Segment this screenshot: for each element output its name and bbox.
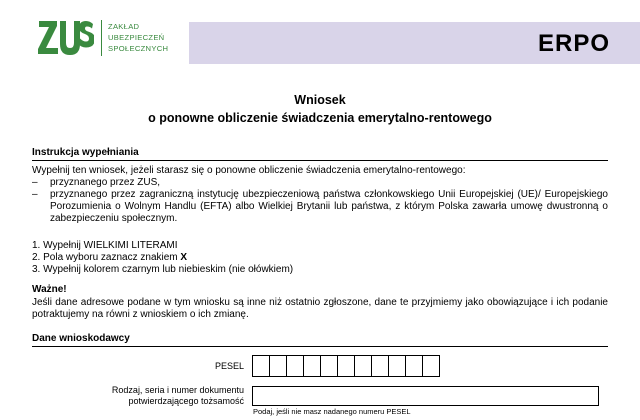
applicant-heading: Dane wnioskodawcy xyxy=(32,333,608,347)
pesel-digit-box[interactable] xyxy=(337,355,355,377)
instructions-intro: Wypełnij ten wniosek, jeżeli starasz się o ponowne obliczenie świadczenia emerytalno-rentowego: xyxy=(32,165,466,176)
list-item-text: przyznanego przez zagraniczną instytucję ubezpieczeniową państwa członkowskiego Unii Europejskiej (UE)/ Europejskiego Porozumienia o Wolnym Handlu (EFTA) albo Wielkiej Brytanii lub państwa, z którym Polska zawarła umowę dwustronną o zabezpieczeniu społecznym. xyxy=(50,189,608,224)
pesel-digit-box[interactable] xyxy=(252,355,270,377)
logo-line: SPOŁECZNYCH xyxy=(108,44,169,53)
form-code-banner xyxy=(189,22,640,64)
pesel-digit-box[interactable] xyxy=(286,355,304,377)
zus-logo-text xyxy=(108,21,168,54)
step-item: 3. Wypełnij kolorem czarnym lub niebieskim (nie ołówkiem) xyxy=(32,264,294,275)
pesel-digit-box[interactable] xyxy=(354,355,372,377)
dash-marker: – xyxy=(32,177,38,188)
step-item-text: 2. Pola wyboru zaznacz znakiem xyxy=(32,252,181,263)
steps-list xyxy=(32,240,293,276)
pesel-digit-box[interactable] xyxy=(388,355,406,377)
warning-title: Ważne! xyxy=(32,284,67,295)
form-code: ERPO xyxy=(537,30,610,57)
logo-line: ZAKŁAD xyxy=(108,22,140,31)
document-label-line: potwierdzającego tożsamość xyxy=(128,396,244,406)
pesel-digit-box[interactable] xyxy=(422,355,440,377)
form-title: Wniosek xyxy=(294,93,346,107)
step-item: 1. Wypełnij WIELKIMI LITERAMI xyxy=(32,240,178,251)
pesel-digit-box[interactable] xyxy=(371,355,389,377)
x-mark: X xyxy=(180,252,188,263)
warning-text: Jeśli dane adresowe podane w tym wniosku są inne niż ostatnio zgłoszone, dane te przyjmiemy jako obowiązujące i ich podanie potraktujemy na równi z wnioskiem o ich zmianę. xyxy=(32,297,608,320)
form-header xyxy=(0,0,640,68)
zus-logo-icon xyxy=(38,18,94,58)
document-hint: Podaj, jeśli nie masz nadanego numeru PESEL xyxy=(253,407,411,416)
step-item xyxy=(32,252,293,264)
document-label xyxy=(90,385,244,407)
logo-divider xyxy=(101,20,102,56)
pesel-digit-box[interactable] xyxy=(303,355,321,377)
instructions-heading: Instrukcja wypełniania xyxy=(32,147,608,161)
pesel-digit-box[interactable] xyxy=(320,355,338,377)
document-input[interactable] xyxy=(252,386,599,406)
pesel-input[interactable] xyxy=(252,355,439,377)
dash-marker: – xyxy=(32,189,38,200)
pesel-digit-box[interactable] xyxy=(269,355,287,377)
pesel-digit-box[interactable] xyxy=(405,355,423,377)
document-label-line: Rodzaj, seria i numer dokumentu xyxy=(111,385,244,395)
logo-line: UBEZPIECZEŃ xyxy=(108,33,165,42)
list-item-text: przyznanego przez ZUS, xyxy=(50,177,161,188)
pesel-label: PESEL xyxy=(214,361,244,371)
form-subtitle: o ponowne obliczenie świadczenia emerytalno-rentowego xyxy=(148,111,492,125)
